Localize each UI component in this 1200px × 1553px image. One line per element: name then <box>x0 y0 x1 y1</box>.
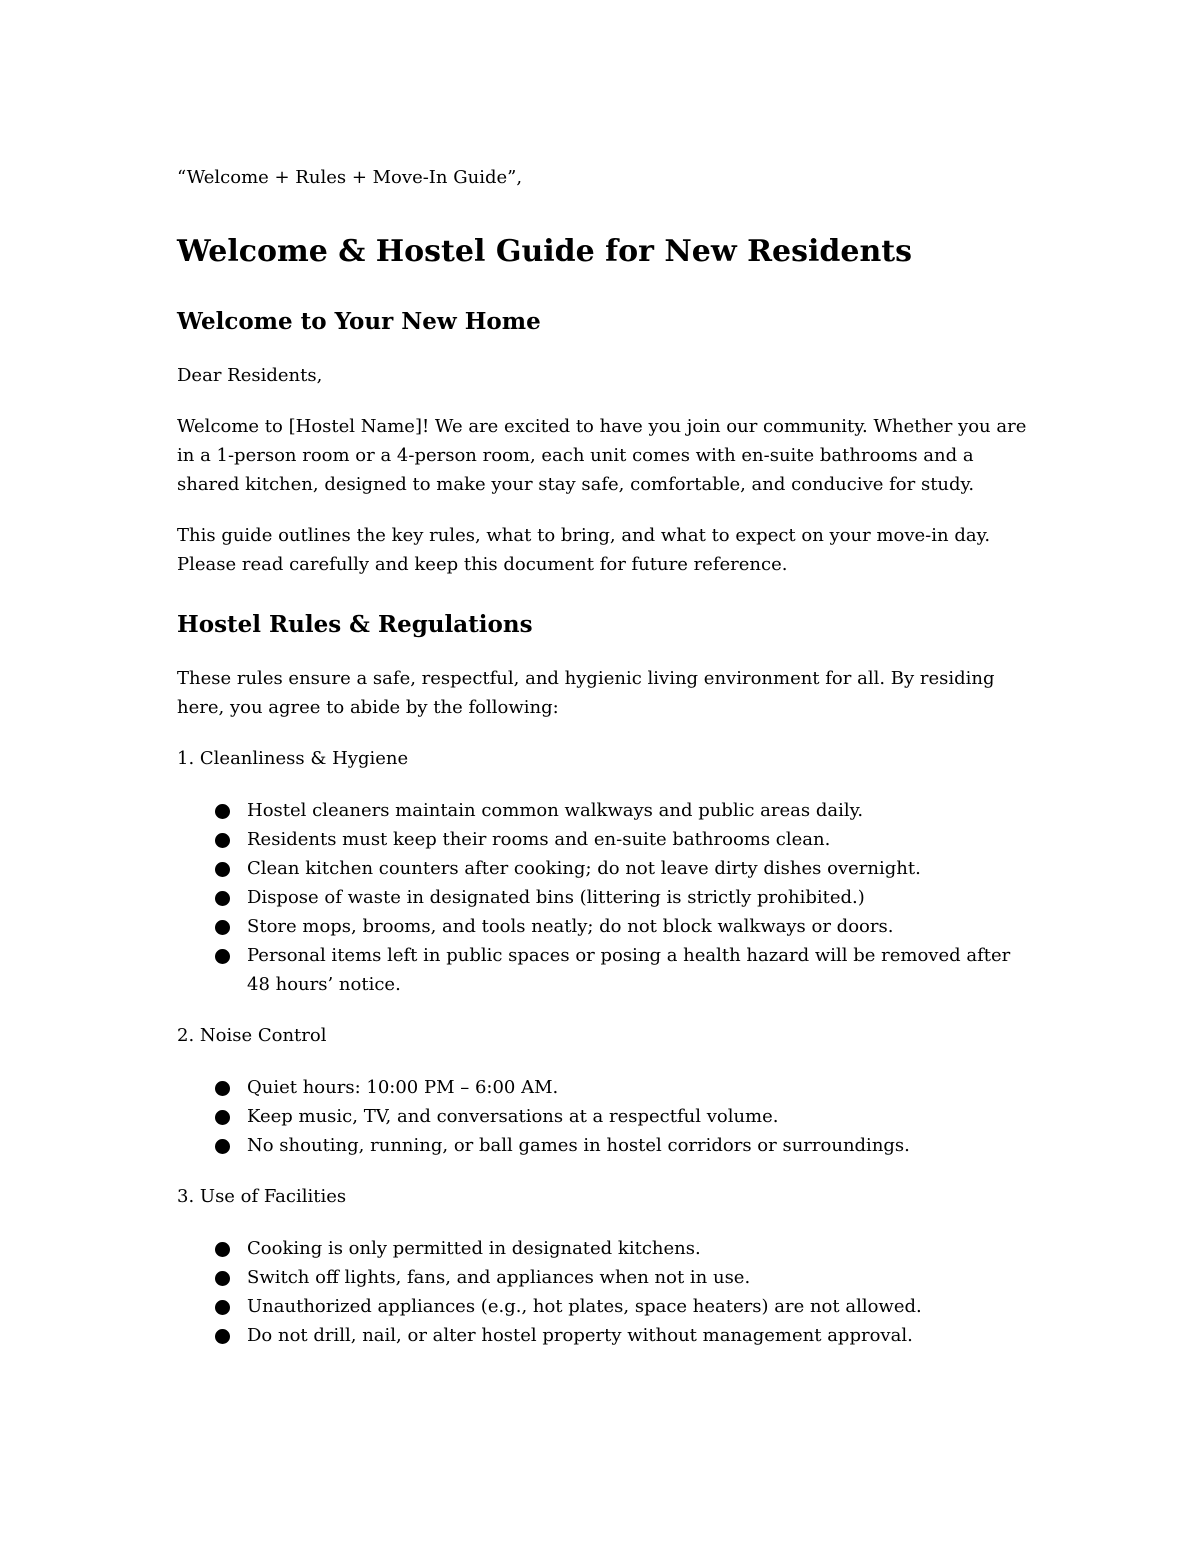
cleanliness-list <box>177 796 1037 999</box>
bullet-icon <box>215 1081 230 1096</box>
list-item-text: Switch off lights, fans, and appliances when not in use. <box>247 1267 751 1288</box>
document-content <box>177 163 1037 1372</box>
bullet-icon <box>215 949 230 964</box>
document-top-line: “Welcome + Rules + Move-In Guide”, <box>177 167 523 188</box>
list-item-text: Do not drill, nail, or alter hostel property without management approval. <box>247 1325 913 1346</box>
bullet-icon <box>215 1329 230 1344</box>
list-item <box>177 1234 1037 1263</box>
facilities-list <box>177 1234 1037 1350</box>
list-item-text: Dispose of waste in designated bins (littering is strictly prohibited.) <box>247 887 865 908</box>
bullet-icon <box>215 862 230 877</box>
bullet-icon <box>215 920 230 935</box>
list-item <box>177 1073 1037 1102</box>
list-item <box>177 1263 1037 1292</box>
list-item <box>177 854 1037 883</box>
rules-heading: Hostel Rules & Regulations <box>177 611 533 638</box>
welcome-heading: Welcome to Your New Home <box>177 308 541 335</box>
list-item-text: Personal items left in public spaces or posing a health hazard will be removed after 48 hours’ notice. <box>247 945 1011 995</box>
list-item <box>177 912 1037 941</box>
list-item-text: Hostel cleaners maintain common walkways and public areas daily. <box>247 800 864 821</box>
list-item <box>177 1102 1037 1131</box>
section-title-cleanliness: 1. Cleanliness & Hygiene <box>177 748 409 769</box>
bullet-icon <box>215 1139 230 1154</box>
list-item <box>177 796 1037 825</box>
bullet-icon <box>215 891 230 906</box>
list-item <box>177 883 1037 912</box>
list-item-text: Keep music, TV, and conversations at a respectful volume. <box>247 1106 779 1127</box>
list-item-text: Clean kitchen counters after cooking; do not leave dirty dishes overnight. <box>247 858 921 879</box>
welcome-paragraph-1: Welcome to [Hostel Name]! We are excited to have you join our community. Whether you are in a 1-person room or a 4-person room, each unit comes with en-suite bathrooms and a shared kitchen, designed to make your stay safe, comfortable, and conducive for study. <box>177 416 1027 495</box>
bullet-icon <box>215 833 230 848</box>
document-title: Welcome & Hostel Guide for New Residents <box>177 234 913 269</box>
greeting: Dear Residents, <box>177 365 323 386</box>
list-item-text: Unauthorized appliances (e.g., hot plates, space heaters) are not allowed. <box>247 1296 922 1317</box>
list-item <box>177 825 1037 854</box>
list-item <box>177 941 1037 999</box>
list-item-text: Quiet hours: 10:00 PM – 6:00 AM. <box>247 1077 559 1098</box>
bullet-icon <box>215 804 230 819</box>
list-item-text: Cooking is only permitted in designated kitchens. <box>247 1238 701 1259</box>
welcome-paragraph-2: This guide outlines the key rules, what to bring, and what to expect on your move-in day. Please read carefully and keep this document for future reference. <box>177 525 991 575</box>
rules-intro: These rules ensure a safe, respectful, and hygienic living environment for all. By residing here, you agree to abide by the following: <box>177 668 995 718</box>
list-item-text: Residents must keep their rooms and en-suite bathrooms clean. <box>247 829 831 850</box>
list-item <box>177 1292 1037 1321</box>
bullet-icon <box>215 1300 230 1315</box>
list-item <box>177 1131 1037 1160</box>
section-title-facilities: 3. Use of Facilities <box>177 1186 347 1207</box>
bullet-icon <box>215 1110 230 1125</box>
bullet-icon <box>215 1271 230 1286</box>
list-item <box>177 1321 1037 1350</box>
list-item-text: Store mops, brooms, and tools neatly; do not block walkways or doors. <box>247 916 894 937</box>
noise-list <box>177 1073 1037 1160</box>
list-item-text: No shouting, running, or ball games in hostel corridors or surroundings. <box>247 1135 910 1156</box>
bullet-icon <box>215 1242 230 1257</box>
section-title-noise: 2. Noise Control <box>177 1025 327 1046</box>
